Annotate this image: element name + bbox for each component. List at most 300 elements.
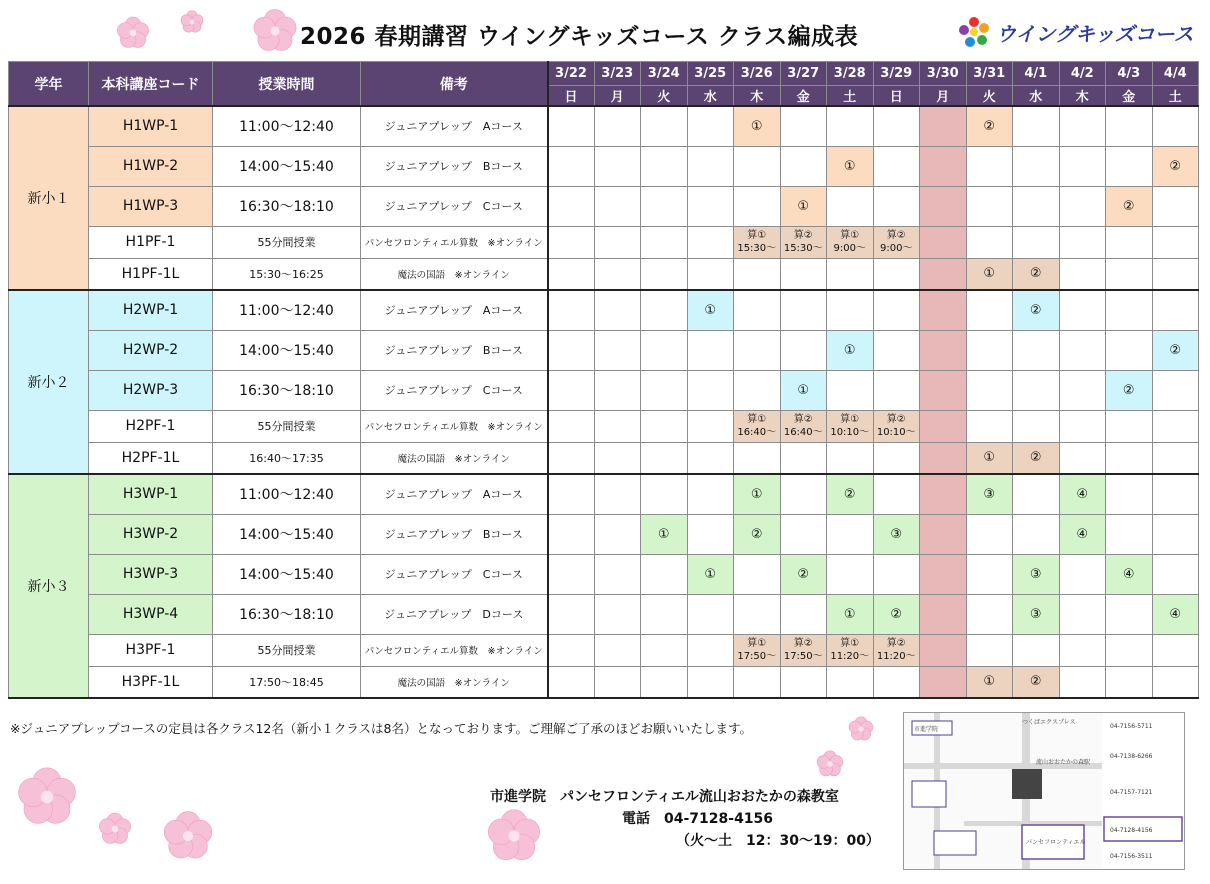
table-row — [9, 226, 1199, 258]
session-cell: ③ — [966, 474, 1013, 514]
session-number: 算② — [886, 230, 906, 241]
course-code: H3PF-1 — [89, 634, 213, 666]
weekday-header: 木 — [734, 86, 781, 107]
session-cell: ④ — [1152, 594, 1199, 634]
session-cell — [873, 410, 920, 442]
session-cell: ② — [1013, 666, 1060, 698]
session-cell — [1059, 370, 1106, 410]
session-cell — [1106, 666, 1153, 698]
session-cell — [873, 666, 920, 698]
session-cell — [1013, 370, 1060, 410]
class-time: 11:00～12:40 — [213, 106, 361, 146]
cherry-blossom-icon — [162, 810, 214, 862]
session-cell — [641, 666, 688, 698]
header-code: 本科講座コード — [89, 62, 213, 107]
session-start-time: 10:10～ — [830, 427, 870, 438]
session-cell — [873, 258, 920, 290]
session-cell — [1106, 330, 1153, 370]
map-label: 04-7156-5711 — [1110, 723, 1153, 730]
grade-label: 新小２ — [9, 290, 89, 474]
session-cell — [734, 554, 781, 594]
session-cell — [966, 370, 1013, 410]
session-cell — [687, 666, 734, 698]
session-cell: ② — [1152, 330, 1199, 370]
session-cell — [827, 106, 874, 146]
session-cell: ③ — [873, 514, 920, 554]
school-info — [490, 786, 880, 852]
weekday-header: 金 — [1106, 86, 1153, 107]
session-cell — [873, 554, 920, 594]
date-header: 3/25 — [687, 62, 734, 86]
holiday-cell — [920, 634, 967, 666]
access-map — [903, 712, 1185, 870]
session-cell: ② — [1152, 146, 1199, 186]
session-cell — [873, 186, 920, 226]
session-cell — [1059, 226, 1106, 258]
map-label: パンセフロンティエル — [1026, 839, 1086, 846]
session-cell — [734, 634, 781, 666]
session-cell — [594, 290, 641, 330]
session-cell — [548, 442, 595, 474]
session-cell — [548, 226, 595, 258]
table-row — [9, 410, 1199, 442]
session-cell — [594, 634, 641, 666]
session-cell — [1059, 594, 1106, 634]
session-cell: ① — [687, 554, 734, 594]
session-cell — [1152, 442, 1199, 474]
session-start-time: 15:30～ — [783, 243, 823, 254]
course-code: H1WP-3 — [89, 186, 213, 226]
session-cell — [873, 330, 920, 370]
session-number: 算① — [747, 414, 767, 425]
course-code: H2WP-3 — [89, 370, 213, 410]
session-cell: ① — [734, 106, 781, 146]
session-cell: ① — [827, 594, 874, 634]
session-cell — [1059, 290, 1106, 330]
class-time: 14:00～15:40 — [213, 146, 361, 186]
session-cell — [1013, 106, 1060, 146]
session-cell — [641, 474, 688, 514]
table-row — [9, 290, 1199, 330]
course-code: H2PF-1 — [89, 410, 213, 442]
date-header: 3/24 — [641, 62, 688, 86]
session-cell — [966, 330, 1013, 370]
session-cell — [548, 106, 595, 146]
session-cell — [1059, 258, 1106, 290]
session-cell — [780, 634, 827, 666]
course-note: 魔法の国語 ※オンライン — [361, 666, 548, 698]
session-cell — [594, 226, 641, 258]
session-cell — [873, 634, 920, 666]
session-start-time: 11:20～ — [830, 651, 870, 662]
table-row — [9, 634, 1199, 666]
session-cell — [548, 666, 595, 698]
course-code: H1PF-1L — [89, 258, 213, 290]
session-cell — [594, 258, 641, 290]
session-cell — [687, 226, 734, 258]
header-time: 授業時間 — [213, 62, 361, 107]
session-cell — [548, 554, 595, 594]
session-cell: ① — [966, 442, 1013, 474]
session-cell — [734, 666, 781, 698]
class-time: 55分間授業 — [213, 634, 361, 666]
course-code: H3WP-1 — [89, 474, 213, 514]
session-cell — [548, 330, 595, 370]
session-cell — [1059, 410, 1106, 442]
class-time: 55分間授業 — [213, 226, 361, 258]
session-cell — [687, 330, 734, 370]
session-cell — [594, 106, 641, 146]
table-row — [9, 330, 1199, 370]
session-cell — [827, 666, 874, 698]
map-label: 04-7156-3511 — [1110, 853, 1153, 860]
session-start-time: 9:00～ — [880, 243, 913, 254]
session-cell: ② — [1013, 258, 1060, 290]
school-phone: 電話 04-7128-4156 — [622, 811, 774, 827]
session-cell — [1152, 258, 1199, 290]
cherry-blossom-icon — [252, 8, 298, 54]
session-cell — [548, 290, 595, 330]
session-cell: ④ — [1059, 514, 1106, 554]
course-note: ジュニアプレップ Cコース — [361, 370, 548, 410]
session-cell — [1013, 634, 1060, 666]
date-header: 4/4 — [1152, 62, 1199, 86]
session-cell — [594, 474, 641, 514]
session-cell — [873, 442, 920, 474]
cherry-blossom-icon — [816, 750, 844, 778]
table-row — [9, 106, 1199, 146]
session-cell — [1152, 226, 1199, 258]
session-cell — [734, 594, 781, 634]
session-number: 算② — [886, 638, 906, 649]
class-time: 16:30～18:10 — [213, 370, 361, 410]
course-code: H1WP-2 — [89, 146, 213, 186]
session-number: 算① — [747, 638, 767, 649]
session-cell — [1106, 634, 1153, 666]
map-label: 04-7157-7121 — [1110, 789, 1153, 796]
session-start-time: 17:50～ — [737, 651, 777, 662]
table-row — [9, 258, 1199, 290]
session-cell — [641, 146, 688, 186]
date-header: 4/3 — [1106, 62, 1153, 86]
course-note: ジュニアプレップ Bコース — [361, 330, 548, 370]
session-cell — [1059, 666, 1106, 698]
session-cell — [1059, 106, 1106, 146]
session-cell — [1059, 634, 1106, 666]
date-header: 4/1 — [1013, 62, 1060, 86]
holiday-cell — [920, 226, 967, 258]
table-row — [9, 370, 1199, 410]
session-cell — [1152, 186, 1199, 226]
session-cell — [641, 594, 688, 634]
table-row — [9, 186, 1199, 226]
session-number: 算① — [747, 230, 767, 241]
weekday-header: 木 — [1059, 86, 1106, 107]
session-start-time: 16:40～ — [783, 427, 823, 438]
session-cell — [780, 330, 827, 370]
map-label: 市進学院 — [914, 726, 939, 733]
header-note: 備考 — [361, 62, 548, 107]
session-cell — [873, 370, 920, 410]
session-cell — [687, 370, 734, 410]
session-start-time: 9:00～ — [833, 243, 866, 254]
session-cell — [1152, 370, 1199, 410]
session-cell — [687, 410, 734, 442]
map-label: つくばエクスプレス — [1022, 719, 1076, 726]
session-cell — [827, 634, 874, 666]
session-cell: ② — [827, 474, 874, 514]
session-cell — [594, 594, 641, 634]
course-note: ジュニアプレップ Bコース — [361, 146, 548, 186]
session-cell — [687, 594, 734, 634]
session-cell — [827, 226, 874, 258]
session-cell — [641, 290, 688, 330]
session-cell — [1152, 106, 1199, 146]
session-cell — [594, 554, 641, 594]
session-cell — [641, 410, 688, 442]
session-cell — [1152, 410, 1199, 442]
session-cell — [734, 370, 781, 410]
session-cell — [1106, 226, 1153, 258]
cherry-blossom-icon — [116, 16, 150, 50]
session-cell — [873, 474, 920, 514]
session-cell — [548, 370, 595, 410]
weekday-header: 日 — [548, 86, 595, 107]
session-cell — [780, 146, 827, 186]
session-cell — [548, 146, 595, 186]
date-header: 3/23 — [594, 62, 641, 86]
logo-text: ウイングキッズコース — [996, 21, 1194, 46]
date-header: 3/28 — [827, 62, 874, 86]
session-start-time: 17:50～ — [783, 651, 823, 662]
session-cell — [1152, 514, 1199, 554]
session-cell: ③ — [1013, 554, 1060, 594]
session-number: 算① — [840, 414, 860, 425]
map-label: 04-7128-4156 — [1110, 827, 1153, 834]
course-note: ジュニアプレップ Cコース — [361, 186, 548, 226]
session-cell — [687, 146, 734, 186]
course-code: H3WP-2 — [89, 514, 213, 554]
map-label: 流山おおたかの森駅 — [1036, 759, 1091, 766]
session-cell: ① — [780, 186, 827, 226]
holiday-cell — [920, 370, 967, 410]
class-time: 14:00～15:40 — [213, 554, 361, 594]
session-cell — [1152, 666, 1199, 698]
session-cell — [966, 514, 1013, 554]
course-code: H3PF-1L — [89, 666, 213, 698]
table-row — [9, 474, 1199, 514]
weekday-header: 月 — [920, 86, 967, 107]
session-cell — [966, 186, 1013, 226]
colorful-dots-icon — [958, 16, 990, 48]
course-code: H1PF-1 — [89, 226, 213, 258]
holiday-cell — [920, 146, 967, 186]
course-note: ジュニアプレップ Dコース — [361, 594, 548, 634]
session-cell: ① — [734, 474, 781, 514]
holiday-cell — [920, 410, 967, 442]
session-start-time: 16:40～ — [737, 427, 777, 438]
session-cell — [1152, 554, 1199, 594]
session-cell — [873, 106, 920, 146]
session-number: 算① — [840, 230, 860, 241]
session-cell — [1059, 186, 1106, 226]
header-grade: 学年 — [9, 62, 89, 107]
session-cell: ④ — [1106, 554, 1153, 594]
holiday-cell — [920, 258, 967, 290]
session-cell — [594, 186, 641, 226]
holiday-cell — [920, 666, 967, 698]
session-cell — [1152, 474, 1199, 514]
table-row — [9, 146, 1199, 186]
session-cell — [1152, 290, 1199, 330]
session-cell — [780, 106, 827, 146]
holiday-cell — [920, 514, 967, 554]
session-cell: ① — [827, 330, 874, 370]
session-cell — [641, 370, 688, 410]
class-time: 14:00～15:40 — [213, 514, 361, 554]
class-time: 16:30～18:10 — [213, 594, 361, 634]
session-cell — [734, 186, 781, 226]
class-time: 11:00～12:40 — [213, 474, 361, 514]
session-cell — [641, 258, 688, 290]
session-cell — [734, 330, 781, 370]
session-cell — [734, 290, 781, 330]
session-start-time: 11:20～ — [876, 651, 916, 662]
session-cell — [687, 106, 734, 146]
table-row — [9, 514, 1199, 554]
session-cell — [548, 634, 595, 666]
session-cell — [594, 514, 641, 554]
session-cell — [1152, 634, 1199, 666]
session-cell — [827, 186, 874, 226]
session-cell — [827, 442, 874, 474]
session-cell — [873, 226, 920, 258]
course-note: ジュニアプレップ Aコース — [361, 106, 548, 146]
school-name: 市進学院 パンセフロンティエル流山おおたかの森教室 — [490, 789, 839, 805]
course-code: H3WP-4 — [89, 594, 213, 634]
session-cell — [780, 594, 827, 634]
session-cell: ② — [966, 106, 1013, 146]
class-time: 17:50～18:45 — [213, 666, 361, 698]
session-number: 算② — [886, 414, 906, 425]
session-cell — [966, 554, 1013, 594]
holiday-cell — [920, 106, 967, 146]
brand-logo — [958, 16, 1194, 48]
session-number: 算② — [793, 414, 813, 425]
session-cell — [594, 330, 641, 370]
session-cell — [1059, 554, 1106, 594]
session-cell — [687, 186, 734, 226]
session-cell: ③ — [1013, 594, 1060, 634]
grade-label: 新小３ — [9, 474, 89, 698]
session-cell — [1013, 474, 1060, 514]
session-cell — [594, 370, 641, 410]
course-note: ジュニアプレップ Cコース — [361, 554, 548, 594]
holiday-cell — [920, 594, 967, 634]
date-header: 4/2 — [1059, 62, 1106, 86]
class-time: 16:30～18:10 — [213, 186, 361, 226]
session-cell: ① — [966, 666, 1013, 698]
session-cell — [1106, 106, 1153, 146]
session-cell — [827, 370, 874, 410]
course-note: ジュニアプレップ Aコース — [361, 474, 548, 514]
session-cell — [687, 474, 734, 514]
session-cell — [641, 106, 688, 146]
session-number: 算② — [793, 230, 813, 241]
session-cell — [873, 146, 920, 186]
session-cell: ① — [641, 514, 688, 554]
course-code: H2WP-1 — [89, 290, 213, 330]
session-cell: ② — [1106, 370, 1153, 410]
session-cell — [687, 442, 734, 474]
session-cell — [966, 634, 1013, 666]
holiday-cell — [920, 330, 967, 370]
session-cell — [594, 410, 641, 442]
class-time: 11:00～12:40 — [213, 290, 361, 330]
session-cell — [548, 474, 595, 514]
session-cell — [966, 226, 1013, 258]
date-header: 3/30 — [920, 62, 967, 86]
session-start-time: 10:10～ — [876, 427, 916, 438]
course-note: 魔法の国語 ※オンライン — [361, 442, 548, 474]
session-cell — [734, 146, 781, 186]
session-cell — [1013, 226, 1060, 258]
date-header: 3/27 — [780, 62, 827, 86]
course-code: H1WP-1 — [89, 106, 213, 146]
map-label: 04-7138-6266 — [1110, 753, 1153, 760]
table-row — [9, 554, 1199, 594]
course-note: パンセフロンティエル算数 ※オンライン — [361, 634, 548, 666]
session-cell — [641, 634, 688, 666]
page-title: 2026 春期講習 ウイングキッズコース クラス編成表 — [300, 24, 859, 50]
weekday-header: 土 — [827, 86, 874, 107]
session-cell — [1013, 186, 1060, 226]
date-header: 3/26 — [734, 62, 781, 86]
session-number: 算① — [840, 638, 860, 649]
session-cell — [780, 226, 827, 258]
weekday-header: 金 — [780, 86, 827, 107]
session-cell — [548, 514, 595, 554]
weekday-header: 月 — [594, 86, 641, 107]
session-cell: ① — [966, 258, 1013, 290]
session-cell — [1013, 146, 1060, 186]
holiday-cell — [920, 442, 967, 474]
course-note: ジュニアプレップ Bコース — [361, 514, 548, 554]
weekday-header: 水 — [687, 86, 734, 107]
session-cell: ② — [734, 514, 781, 554]
session-cell — [548, 410, 595, 442]
table-row — [9, 442, 1199, 474]
class-time: 16:40～17:35 — [213, 442, 361, 474]
course-note: 魔法の国語 ※オンライン — [361, 258, 548, 290]
holiday-cell — [920, 290, 967, 330]
session-cell — [1106, 474, 1153, 514]
session-cell — [827, 258, 874, 290]
holiday-cell — [920, 474, 967, 514]
session-cell — [873, 290, 920, 330]
weekday-header: 日 — [873, 86, 920, 107]
course-code: H2PF-1L — [89, 442, 213, 474]
session-cell — [687, 514, 734, 554]
session-cell — [1106, 594, 1153, 634]
cherry-blossom-icon — [16, 766, 78, 828]
table-row — [9, 666, 1199, 698]
course-note: パンセフロンティエル算数 ※オンライン — [361, 410, 548, 442]
session-cell — [1106, 290, 1153, 330]
capacity-footnote: ※ジュニアプレップコースの定員は各クラス12名（新小１クラスは8名）となっております。ご理解ご了承のほどお願いいたします。 — [10, 721, 752, 736]
course-note: ジュニアプレップ Aコース — [361, 290, 548, 330]
session-cell — [780, 442, 827, 474]
